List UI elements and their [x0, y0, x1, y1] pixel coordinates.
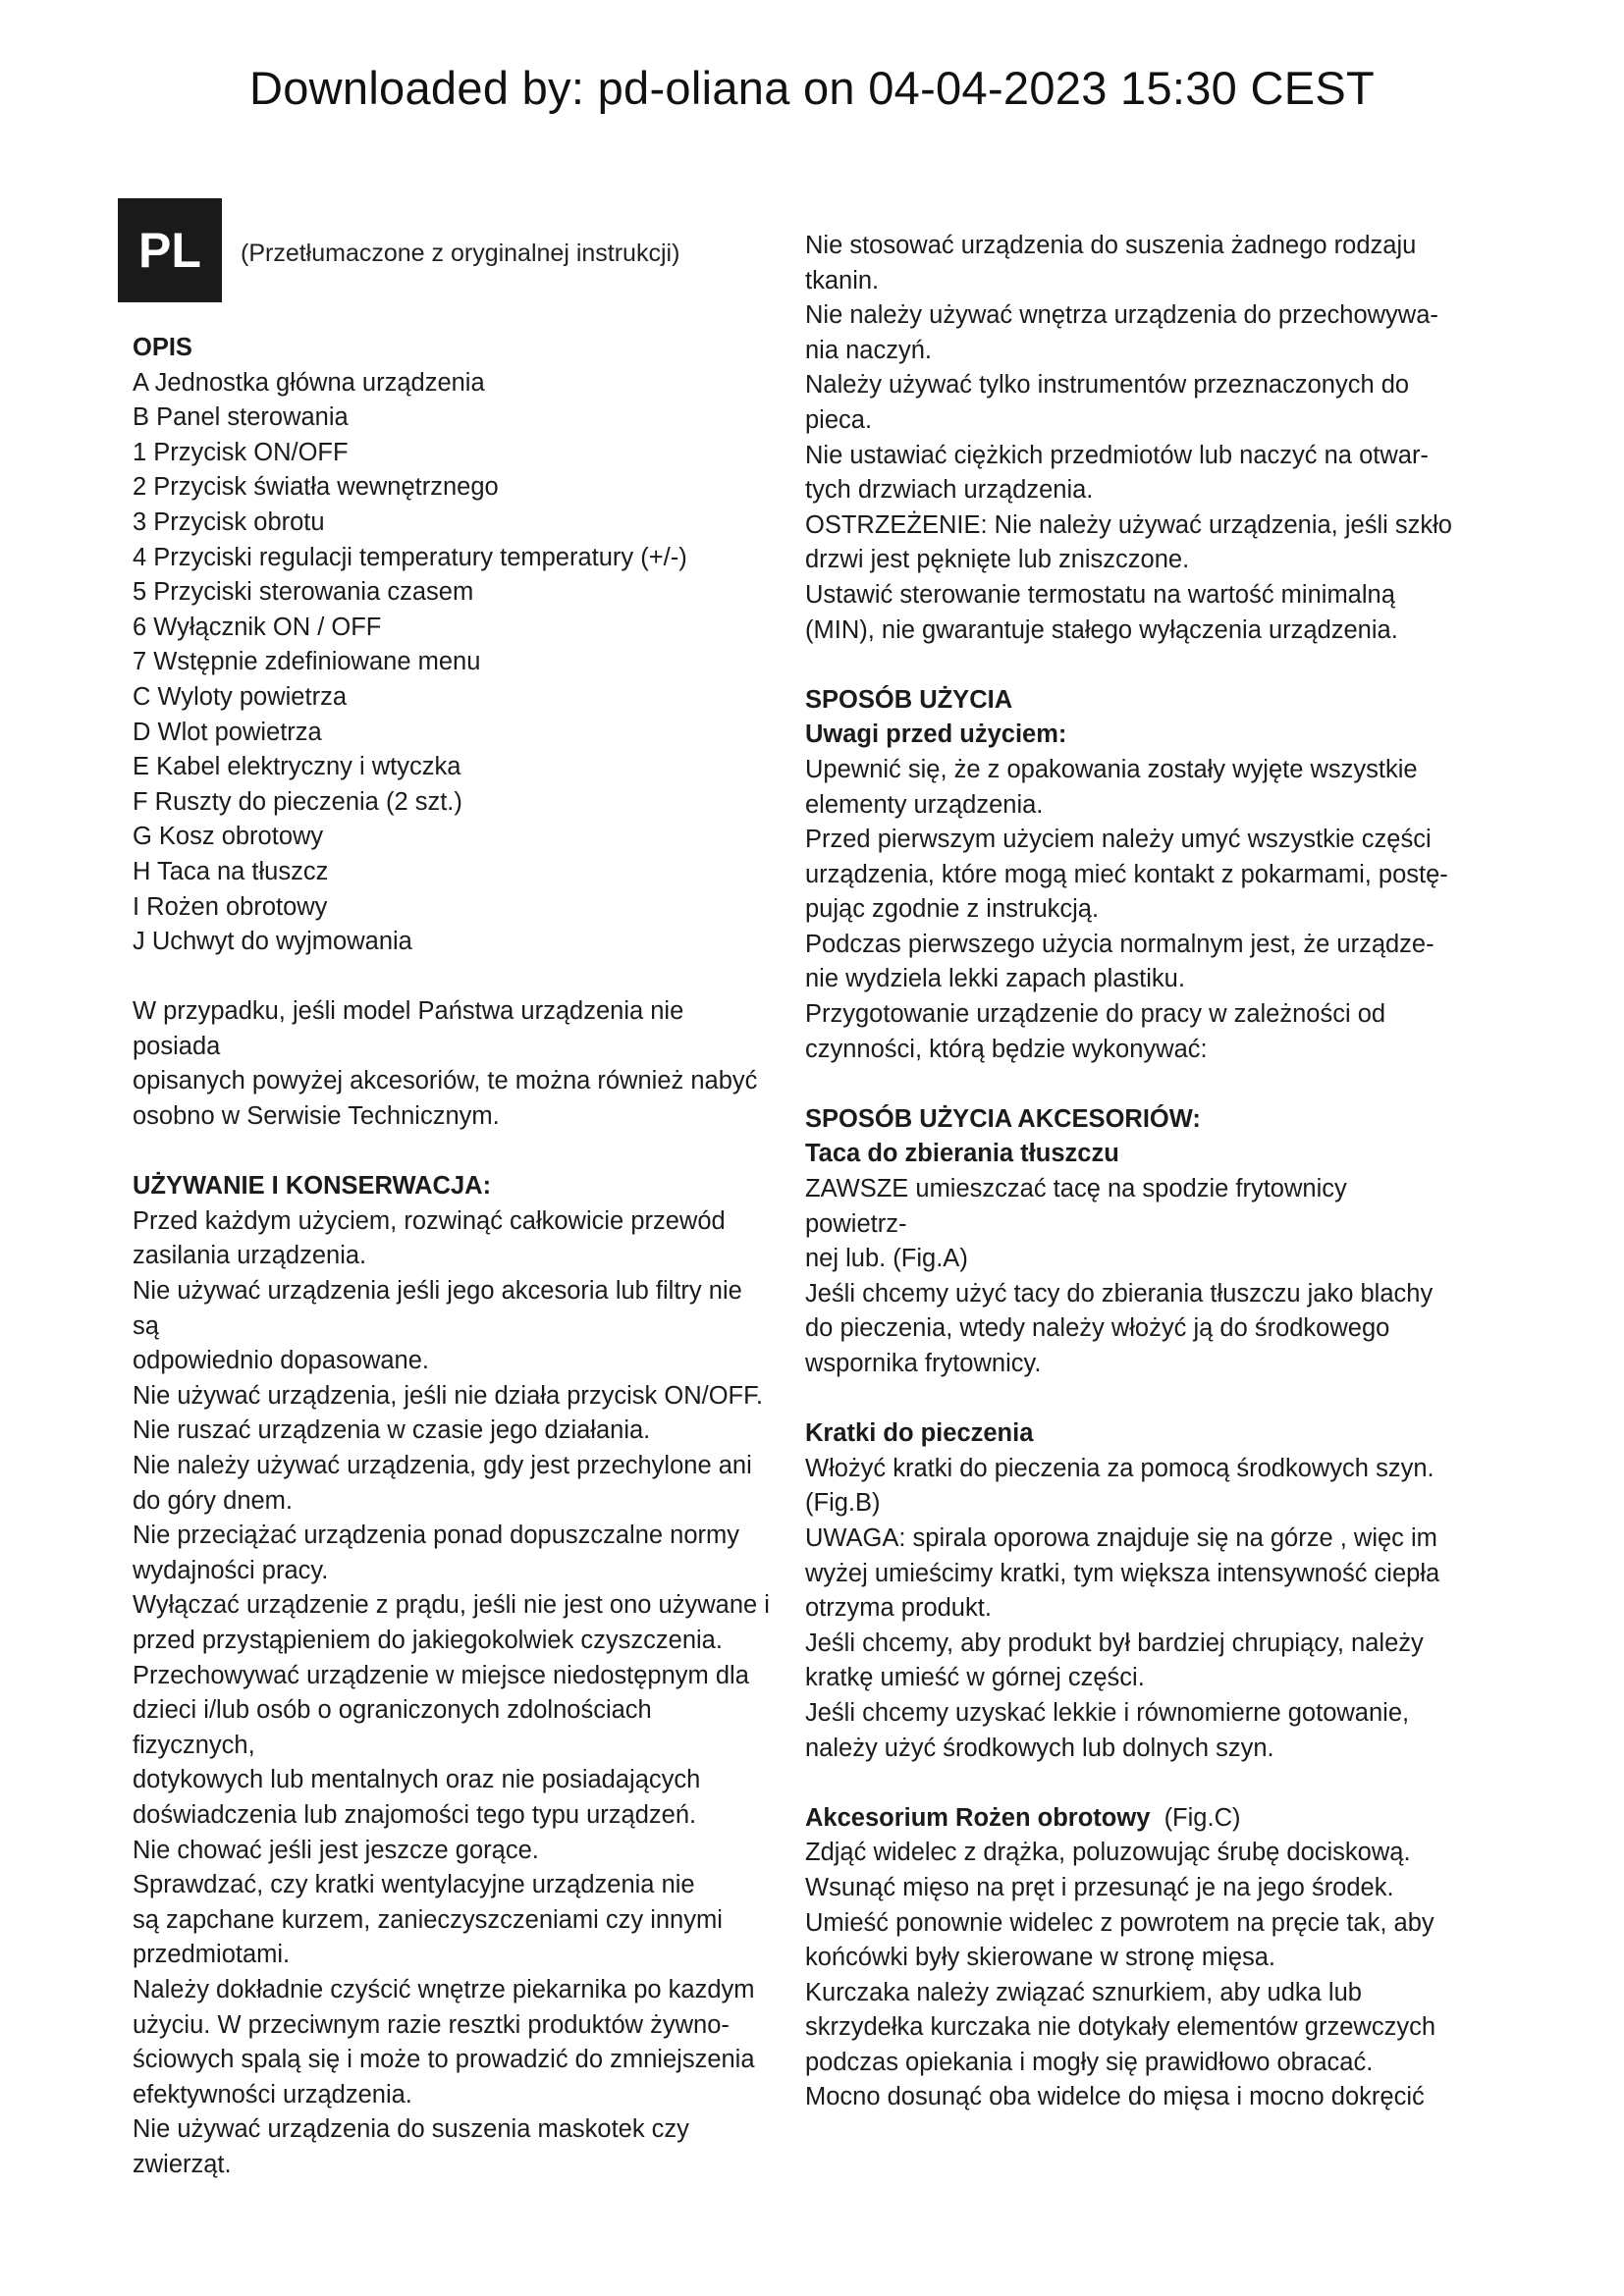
text-line: skrzydełka kurczaka nie dotykały elementów grzewczych	[805, 2013, 1436, 2042]
section-title-accessories: SPOSÓB UŻYCIA AKCESORIÓW:	[805, 1104, 1201, 1133]
subsection-title-rotisserie-row	[805, 1801, 1453, 1837]
language-badge: PL	[118, 198, 222, 302]
text-line: wspornika frytownicy.	[805, 1350, 1042, 1377]
text-line: czynności, którą będzie wykonywać:	[805, 1035, 1208, 1063]
text-line: ściowych spalą się i może to prowadzić do zmniejszenia	[133, 2046, 755, 2074]
text-line: ZAWSZE umieszczać tacę na spodzie frytownicy powietrz-	[805, 1175, 1347, 1238]
text-line: tych drzwiach urządzenia.	[805, 476, 1094, 505]
text-line: urządzenia, które mogą mieć kontakt z pokarmami, postę-	[805, 860, 1448, 888]
subsection-title-grease-tray: Taca do zbierania tłuszczu	[805, 1140, 1119, 1168]
section-title-opis: OPIS	[133, 334, 192, 361]
text-line: (Fig.B)	[805, 1489, 881, 1518]
text-line: W przypadku, jeśli model Państwa urządzenia nie posiada	[133, 997, 684, 1060]
usage-text	[133, 1204, 771, 2183]
text-line: opisanych powyżej akcesoriów, te można również nabyć	[133, 1067, 758, 1095]
text-line: Ustawić sterowanie termostatu na wartość minimalną	[805, 580, 1395, 609]
text-line: otrzyma produkt.	[805, 1594, 992, 1623]
text-line: 7 Wstępnie zdefiniowane menu	[133, 648, 481, 676]
text-line: C Wyloty powietrza	[133, 682, 347, 711]
text-line: Nie chować jeśli jest jeszcze gorące.	[133, 1836, 539, 1864]
text-line: do góry dnem.	[133, 1486, 294, 1515]
right-column	[805, 229, 1453, 2115]
text-line: Mocno dosunąć oba widelce do mięsa i mocno dokręcić	[805, 2083, 1425, 2111]
text-line: są zapchane kurzem, zanieczyszczeniami czy innymi	[133, 1905, 723, 1934]
text-line: A Jednostka główna urządzenia	[133, 368, 485, 397]
text-line: D Wlot powietrza	[133, 718, 322, 746]
text-line: do pieczenia, wtedy należy włożyć ją do środkowego	[805, 1314, 1390, 1343]
subsection-title-racks: Kratki do pieczenia	[805, 1419, 1034, 1448]
text-line: dzieci i/lub osób o ograniczonych zdolnościach fizycznych,	[133, 1696, 652, 1759]
text-line: zwierząt.	[133, 2150, 232, 2178]
text-line: I Rożen obrotowy	[133, 892, 328, 921]
text-line: Przechowywać urządzenie w miejsce niedostępnym dla	[133, 1661, 749, 1689]
text-line: Jeśli chcemy uzyskać lekkie i równomierne gotowanie,	[805, 1698, 1410, 1727]
text-line: Nie używać urządzenia do suszenia maskotek czy	[133, 2115, 689, 2144]
text-line: UWAGA: spirala oporowa znajduje się na górze , więc im	[805, 1523, 1437, 1552]
safety-text	[805, 229, 1453, 648]
text-line: F Ruszty do pieczenia (2 szt.)	[133, 787, 462, 816]
accessories-note	[133, 994, 771, 1134]
text-line: drzwi jest pęknięte lub zniszczone.	[805, 546, 1190, 574]
text-line: elementy urządzenia.	[805, 790, 1044, 819]
download-note: Downloaded by: pd-oliana on 04-04-2023 15:30 CEST	[248, 62, 1376, 114]
text-line: doświadczenia lub znajomości tego typu urządzeń.	[133, 1800, 697, 1829]
text-line: Nie używać urządzenia, jeśli nie działa przycisk ON/OFF.	[133, 1381, 763, 1410]
text-line: Należy używać tylko instrumentów przeznaczonych do	[805, 371, 1410, 400]
text-line: Włożyć kratki do pieczenia za pomocą środkowych szyn.	[805, 1454, 1435, 1482]
text-line: wyżej umieścimy kratki, tym większa intensywność ciepła	[805, 1559, 1440, 1587]
text-line: Nie należy używać urządzenia, gdy jest przechylone ani	[133, 1452, 752, 1479]
text-line: Umieść ponownie widelec z powrotem na pręcie tak, aby	[805, 1908, 1435, 1937]
text-line: zasilania urządzenia.	[133, 1242, 367, 1270]
text-line: G Kosz obrotowy	[133, 823, 324, 851]
text-line: Przed pierwszym użyciem należy umyć wszystkie części	[805, 826, 1432, 854]
text-line: 4 Przyciski regulacji temperatury temperatury (+/-)	[133, 543, 687, 571]
text-line: Przygotowanie urządzenie do pracy w zależności od	[805, 1000, 1386, 1029]
text-line: nie wydziela lekki zapach plastiku.	[805, 965, 1185, 993]
subsection-title-rotisserie: Akcesorium Rożen obrotowy	[805, 1803, 1151, 1832]
racks-text	[805, 1452, 1453, 1766]
text-line: 2 Przycisk światła wewnętrznego	[133, 473, 499, 502]
text-line: przed przystąpieniem do jakiegokolwiek czyszczenia.	[133, 1626, 723, 1654]
text-line: Jeśli chcemy użyć tacy do zbierania tłuszczu jako blachy	[805, 1279, 1434, 1308]
text-line: Wsunąć mięso na pręt i przesunąć je na jego środek.	[805, 1873, 1394, 1901]
text-line: osobno w Serwisie Technicznym.	[133, 1102, 500, 1131]
subsection-title-before-use: Uwagi przed użyciem:	[805, 721, 1067, 749]
text-line: nia naczyń.	[805, 336, 932, 364]
text-line: kratkę umieść w górnej części.	[805, 1664, 1145, 1692]
text-line: dotykowych lub mentalnych oraz nie posiadających	[133, 1766, 701, 1794]
text-line: Nie ustawiać ciężkich przedmiotów lub naczyć na otwar-	[805, 441, 1429, 469]
grease-tray-text	[805, 1172, 1453, 1382]
text-line: użyciu. W przeciwnym razie resztki produktów żywno-	[133, 2010, 730, 2039]
text-line: 1 Przycisk ON/OFF	[133, 438, 349, 466]
text-line: J Uchwyt do wyjmowania	[133, 928, 412, 956]
rotisserie-fig-ref: (Fig.C)	[1164, 1803, 1241, 1832]
text-line: Podczas pierwszego użycia normalnym jest, że urządze-	[805, 930, 1435, 958]
text-line: 3 Przycisk obrotu	[133, 507, 325, 536]
text-line: należy użyć środkowych lub dolnych szyn.	[805, 1734, 1274, 1762]
section-title-method: SPOSÓB UŻYCIA	[805, 685, 1013, 714]
text-line: podczas opiekania i mogły się prawidłowo obracać.	[805, 2048, 1374, 2076]
rotisserie-text	[805, 1836, 1453, 2115]
text-line: wydajności pracy.	[133, 1556, 329, 1584]
text-line: E Kabel elektryczny i wtyczka	[133, 753, 461, 781]
text-line: przedmiotami.	[133, 1941, 291, 1969]
text-line: Nie ruszać urządzenia w czasie jego działania.	[133, 1416, 651, 1445]
left-column	[133, 331, 771, 2182]
text-line: Nie stosować urządzenia do suszenia żadnego rodzaju	[805, 232, 1417, 259]
text-line: Zdjąć widelec z drążka, poluzowując śrubę dociskową.	[805, 1839, 1411, 1867]
text-line: Nie używać urządzenia jeśli jego akcesoria lub filtry nie są	[133, 1277, 742, 1340]
text-line: Jeśli chcemy, aby produkt był bardziej chrupiący, należy	[805, 1629, 1424, 1657]
text-line: efektywności urządzenia.	[133, 2080, 412, 2109]
text-line: OSTRZEŻENIE: Nie należy używać urządzenia, jeśli szkło	[805, 510, 1452, 539]
text-line: 5 Przyciski sterowania czasem	[133, 578, 474, 607]
text-line: odpowiednio dopasowane.	[133, 1347, 429, 1375]
text-line: B Panel sterowania	[133, 403, 349, 432]
text-line: nej lub. (Fig.A)	[805, 1245, 968, 1273]
text-line: Wyłączać urządzenie z prądu, jeśli nie jest ono używane i	[133, 1591, 770, 1620]
text-line: H Taca na tłuszcz	[133, 857, 329, 885]
text-line: Upewnić się, że z opakowania zostały wyjęte wszystkie	[805, 755, 1418, 783]
text-line: Kurczaka należy związać sznurkiem, aby udka lub	[805, 1978, 1362, 2006]
text-line: 6 Wyłącznik ON / OFF	[133, 613, 382, 641]
before-use-text	[805, 753, 1453, 1067]
section-title-usage: UŻYWANIE I KONSERWACJA:	[133, 1172, 492, 1201]
text-line: Należy dokładnie czyścić wnętrze piekarnika po kazdym	[133, 1975, 755, 2003]
text-line: Przed każdym użyciem, rozwinąć całkowicie przewód	[133, 1206, 726, 1235]
text-line: pieca.	[805, 405, 873, 434]
translated-note: (Przetłumaczone z oryginalnej instrukcji)	[241, 240, 680, 267]
text-line: tkanin.	[805, 266, 880, 294]
text-line: pując zgodnie z instrukcją.	[805, 895, 1100, 924]
text-line: (MIN), nie gwarantuje stałego wyłączenia urządzenia.	[805, 615, 1398, 644]
text-line: końcówki były skierowane w stronę mięsa.	[805, 1944, 1276, 1972]
opis-list	[133, 366, 771, 960]
text-line: Sprawdzać, czy kratki wentylacyjne urządzenia nie	[133, 1871, 695, 1899]
text-line: Nie należy używać wnętrza urządzenia do przechowywa-	[805, 301, 1438, 330]
text-line: Nie przeciążać urządzenia ponad dopuszczalne normy	[133, 1522, 740, 1550]
